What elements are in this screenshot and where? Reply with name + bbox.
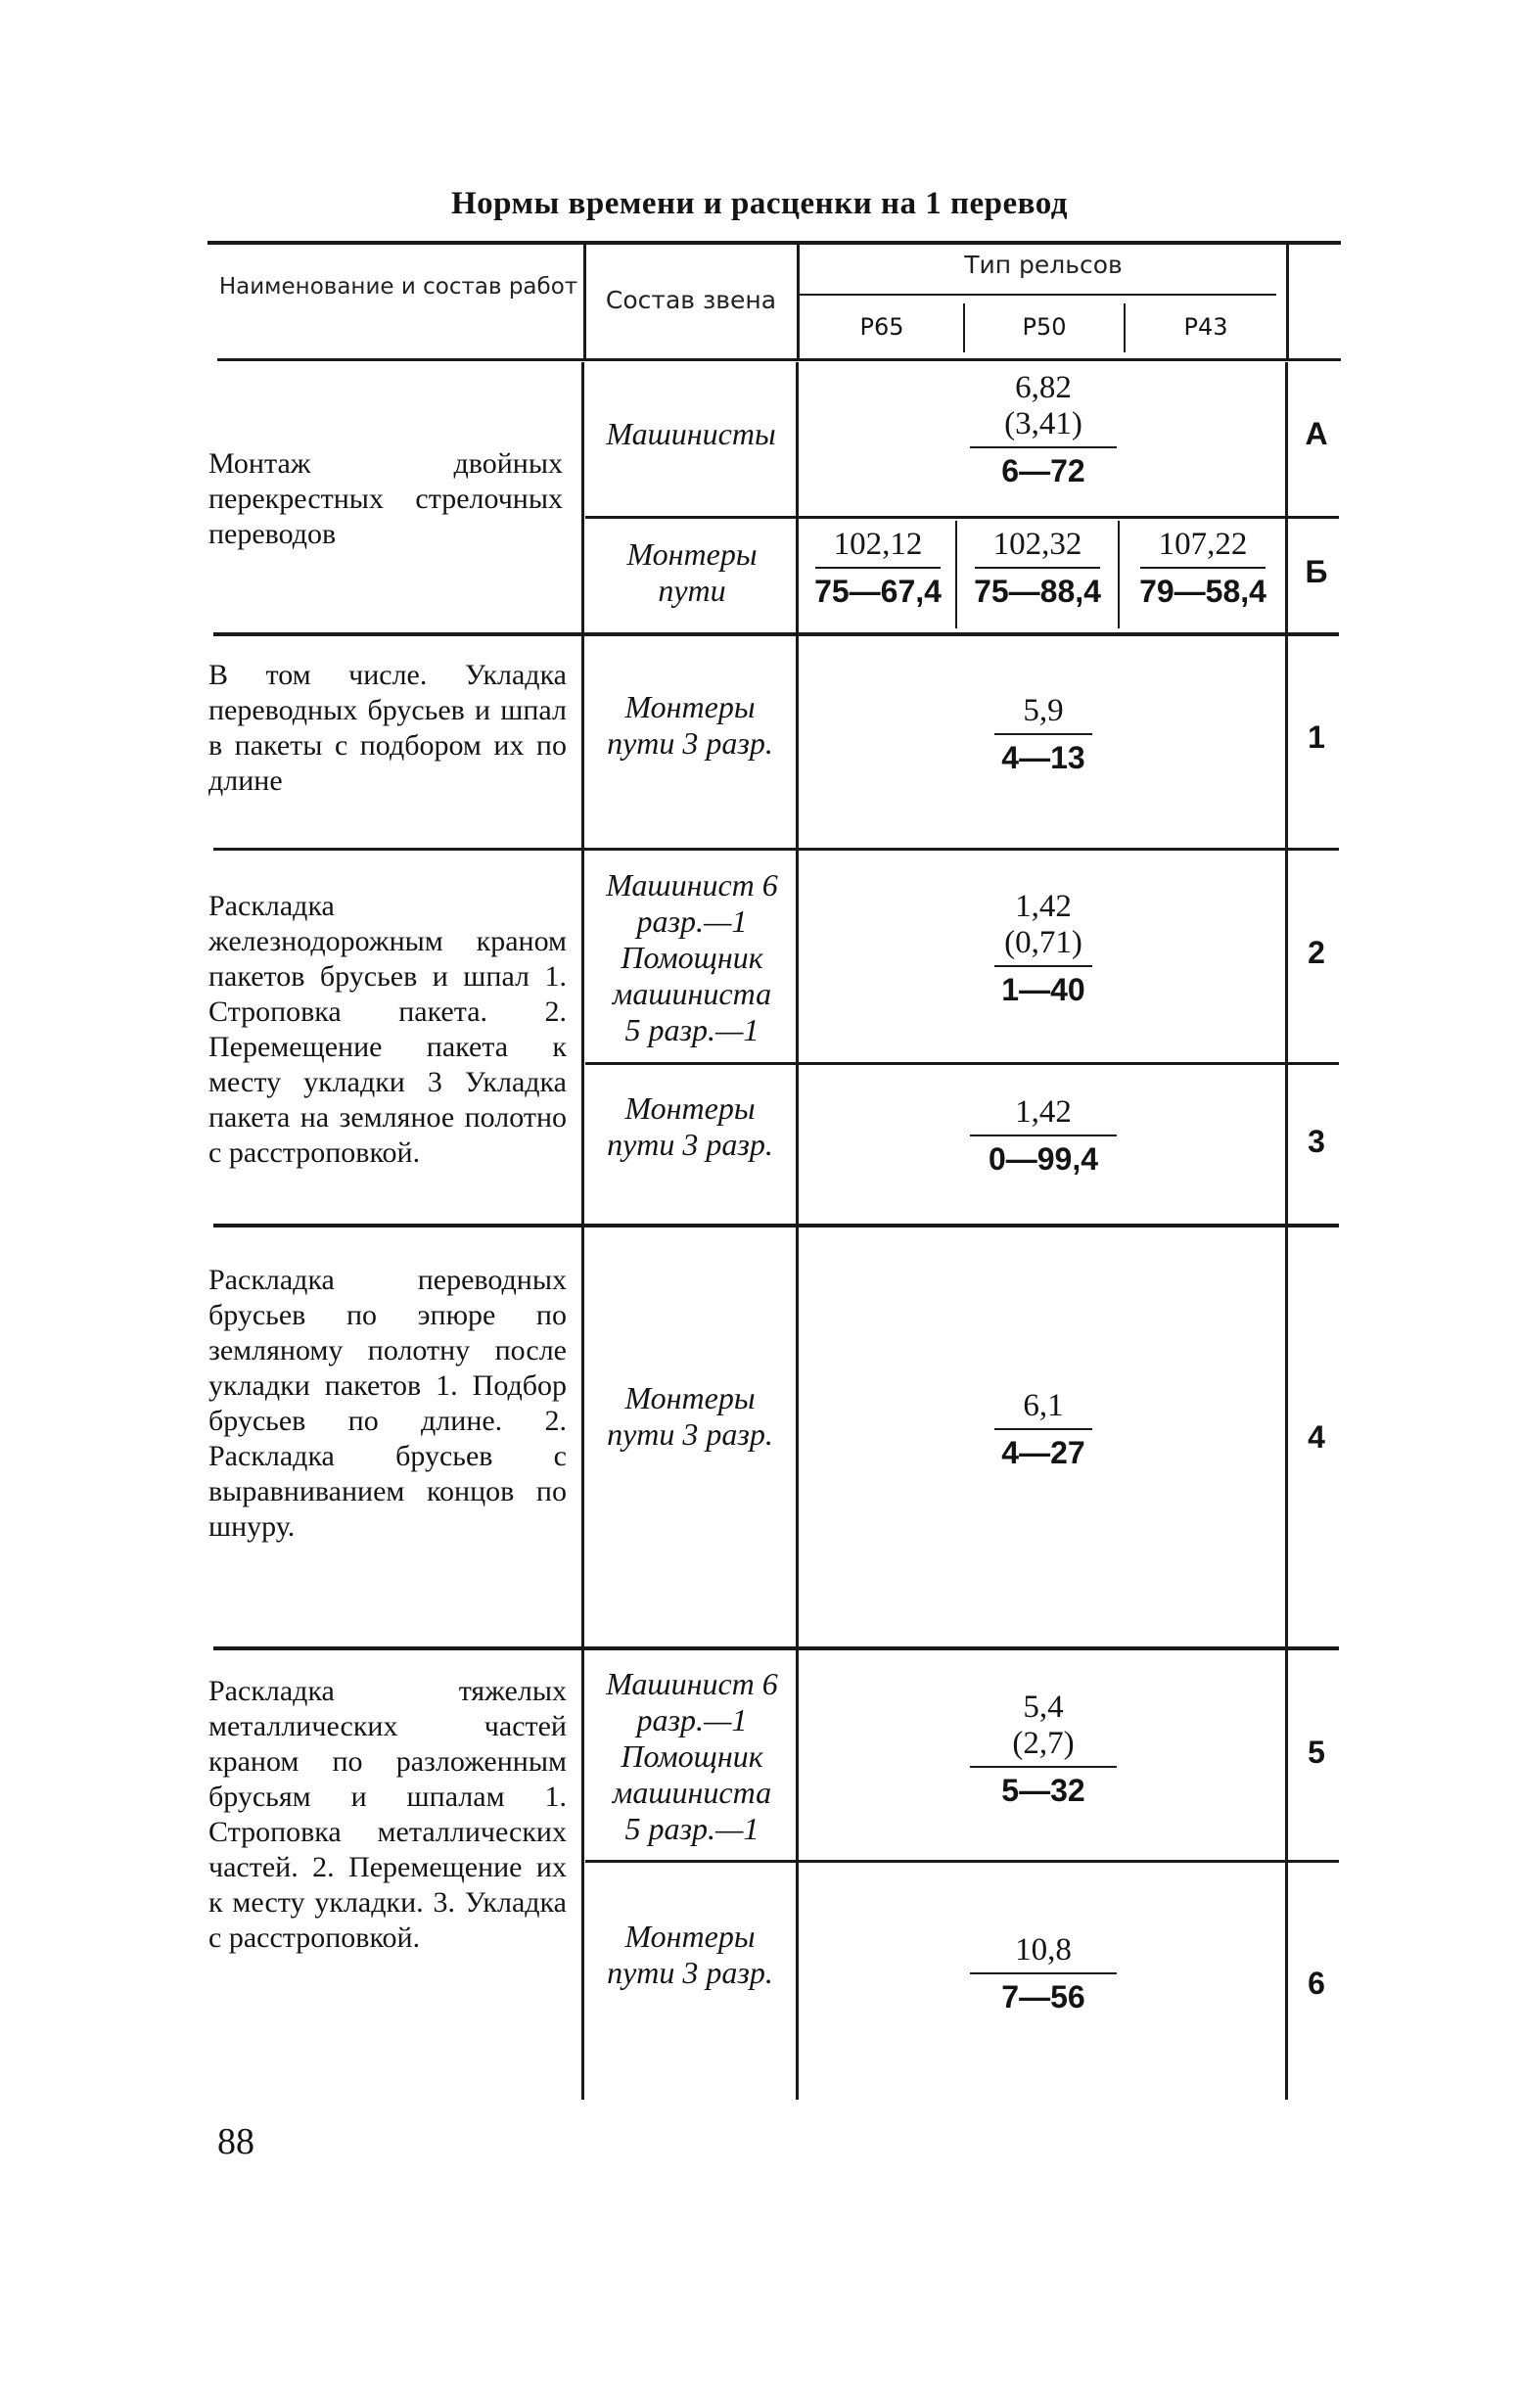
row-mark: 1	[1308, 719, 1325, 755]
rate-value: 7—56	[1001, 1979, 1085, 2014]
crew-cell: Монтеры пути 3 разр.	[607, 689, 773, 761]
header-rail-p65: Р65	[859, 313, 904, 341]
norm-value-secondary: (3,41)	[1004, 406, 1082, 441]
crew-cell: Монтеры пути 3 разр.	[607, 1090, 773, 1162]
fraction-bar	[970, 1972, 1117, 1974]
rate-value: 6—72	[1001, 453, 1085, 488]
norm-value: 5,4	[1023, 1690, 1064, 1725]
norm-value: 1,42	[1015, 1094, 1072, 1130]
rate-value: 4—27	[1001, 1435, 1085, 1470]
norm-fraction-p50	[957, 527, 1118, 610]
norm-value: 6,1	[1023, 1388, 1064, 1423]
header-rail-p43: Р43	[1183, 313, 1228, 341]
rate-value: 75—67,4	[814, 574, 942, 609]
norm-value: 1,42	[1015, 889, 1072, 924]
rate-value: 0—99,4	[988, 1141, 1099, 1177]
crew-cell: Машинисты	[606, 416, 776, 451]
norm-fraction	[801, 370, 1286, 489]
rate-value: 1—40	[1001, 972, 1085, 1007]
norm-fraction-p43	[1120, 527, 1286, 610]
row-description: Раскладка тяжелых металлических частей краном по разложенным брусьям и шпалам 1. Строповка металлических частей. 2. Перемещение их к месту укладки. 3. Укладка с расстроповкой.	[208, 1675, 567, 1954]
norm-value: 107,22	[1158, 527, 1248, 562]
row-description: В том числе. Укладка переводных брусьев и шпал в пакеты с подбором их по длине	[208, 659, 567, 797]
crew-cell: Монтеры пути 3 разр.	[607, 1919, 773, 1990]
rate-value: 5—32	[1001, 1773, 1085, 1808]
fraction-bar	[815, 567, 941, 569]
norm-fraction-p65	[801, 527, 955, 610]
header-rail-p50: Р50	[1022, 313, 1067, 341]
norm-value-secondary: (2,7)	[1012, 1726, 1075, 1761]
norm-value: 102,32	[992, 527, 1082, 562]
norm-value: 102,12	[833, 527, 923, 562]
fraction-bar	[975, 567, 1100, 569]
row-description: Монтаж двойных перекрестных стрелочных переводов	[208, 447, 563, 550]
header-crew: Состав звена	[605, 286, 777, 314]
norm-value: 5,9	[1023, 693, 1064, 728]
norm-fraction	[801, 1932, 1286, 2015]
norm-value: 10,8	[1015, 1932, 1072, 1968]
row-mark: 5	[1308, 1735, 1325, 1770]
row-description: Раскладка железнодорожным краном пакетов брусьев и шпал 1. Строповка пакета. 2. Перемещение пакета к месту укладки 3 Укладка пакета на земляное полотно с расстроповкой.	[208, 890, 567, 1169]
crew-cell: Монтеры пути	[626, 536, 758, 608]
row-mark: А	[1305, 416, 1328, 451]
fraction-bar	[970, 1766, 1117, 1768]
fraction-bar	[970, 1135, 1117, 1136]
header-name	[217, 274, 579, 300]
page-title: Нормы времени и расценки на 1 перевод	[451, 186, 1068, 221]
norm-fraction	[801, 1094, 1286, 1178]
row-description: Раскладка переводных брусьев по эпюре по земляному полотну после укладки пакетов 1. Подбор брусьев по длине. 2. Раскладка брусьев с выравниванием концов по шнуру.	[208, 1264, 567, 1543]
row-mark: 3	[1308, 1124, 1325, 1159]
rate-value: 79—58,4	[1139, 574, 1266, 609]
norm-value: 6,82	[1015, 370, 1072, 405]
fraction-bar	[994, 965, 1092, 967]
fraction-bar	[994, 733, 1092, 735]
header-name-label: Наименование и состав работ	[218, 274, 578, 300]
norm-fraction	[801, 1690, 1286, 1809]
rate-value: 4—13	[1001, 740, 1085, 775]
header-rail-type: Тип рельсов	[964, 251, 1123, 279]
row-mark: Б	[1305, 554, 1328, 589]
row-mark: 2	[1308, 935, 1325, 970]
norm-fraction	[801, 1388, 1286, 1471]
norm-value-secondary: (0,71)	[1004, 925, 1082, 960]
crew-cell: Машинист 6 разр.—1 Помощник машиниста 5 разр.—1	[606, 867, 778, 1047]
crew-cell: Машинист 6 разр.—1 Помощник машиниста 5 разр.—1	[606, 1666, 778, 1846]
row-mark: 6	[1308, 1966, 1325, 2001]
norm-fraction	[801, 889, 1286, 1008]
fraction-bar	[970, 446, 1117, 448]
fraction-bar	[994, 1428, 1092, 1430]
fraction-bar	[1140, 567, 1266, 569]
rate-value: 75—88,4	[974, 574, 1101, 609]
row-mark: 4	[1308, 1419, 1325, 1455]
page-number: 88	[217, 2121, 254, 2162]
crew-cell: Монтеры пути 3 разр.	[607, 1380, 773, 1452]
norm-fraction	[801, 693, 1286, 776]
